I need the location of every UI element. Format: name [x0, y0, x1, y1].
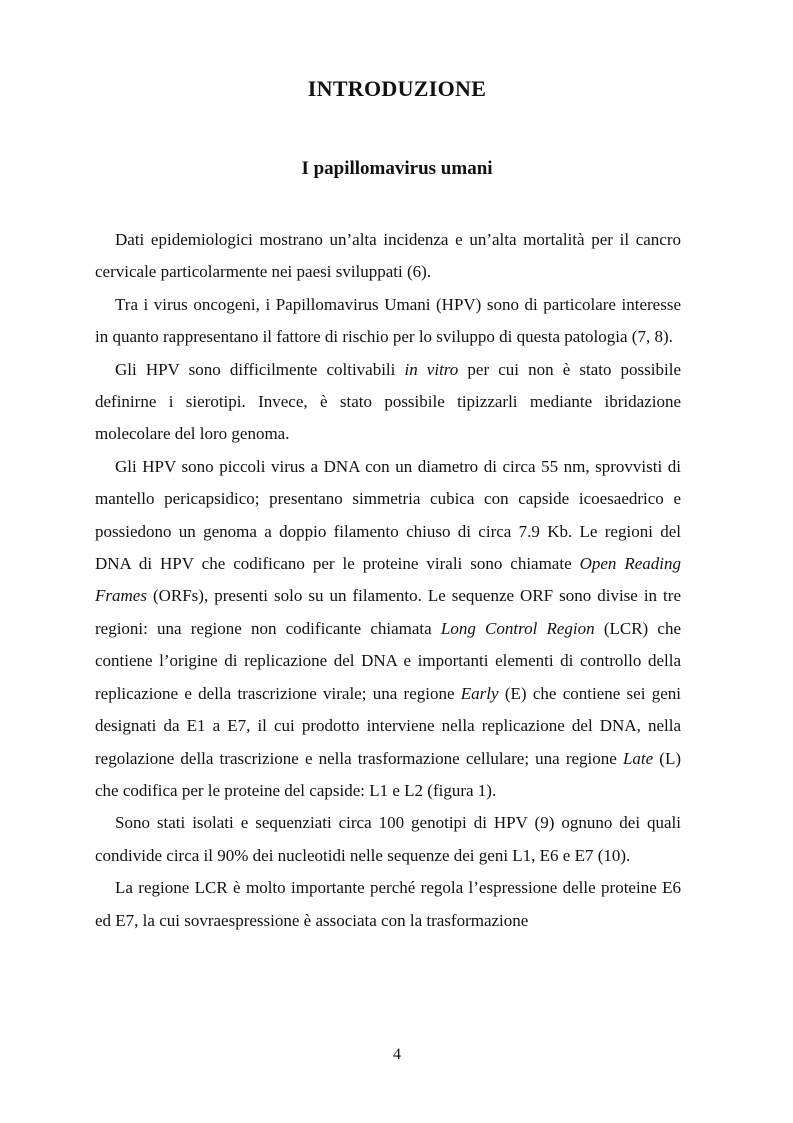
text-run: (E) che contiene sei geni designati da E1 a E7, il cui prodotto interviene nella replicazione del DNA, nella regolazione della trascrizione e nella trasformazione cellulare; una regione: [95, 683, 681, 768]
paragraph: [95, 224, 681, 289]
text-run: per cui non è stato possibile definirne i sierotipi. Invece, è stato possibile tipizzarli mediante ibridazione molecolare del loro genoma.: [95, 359, 681, 444]
page-number: 4: [393, 1046, 401, 1063]
paragraph: [95, 354, 681, 451]
text-run: Sono stati isolati e sequenziati circa 100 genotipi di HPV (9) ognuno dei quali condivide circa il 90% dei nucleotidi nelle sequenze dei geni L1, E6 e E7 (10).: [95, 813, 681, 865]
italic-term: in vitro: [404, 359, 459, 379]
paragraph: [95, 872, 681, 937]
text-run: Dati epidemiologici mostrano un’alta incidenza e un’alta mortalità per il cancro cervicale particolarmente nei paesi sviluppati (6).: [95, 230, 681, 282]
text-run: Tra i virus oncogeni, i Papillomavirus Umani (HPV) sono di particolare interesse in quanto rappresentano il fattore di rischio per lo sviluppo di questa patologia (7, 8).: [95, 294, 681, 347]
italic-term: Long Control Region: [440, 618, 595, 638]
italic-term: Early: [460, 683, 499, 703]
italic-term: Open Reading Frames: [95, 554, 681, 606]
page-title: INTRODUZIONE: [307, 76, 487, 101]
text-run: La regione LCR è molto importante perché regola l’espressione delle proteine E6 ed E7, la cui sovraespressione è associata con la trasformazione: [95, 878, 681, 930]
text-run: Gli HPV sono piccoli virus a DNA con un diametro di circa 55 nm, sprovvisti di mantello pericapsidico; presentano simmetria cubica con capside icoesaedrico e possiedono un genoma a doppio filamento chiuso di circa 7.9 Kb. Le regioni del DNA di HPV che codificano per le proteine virali sono chiamate: [95, 456, 681, 574]
text-run: (ORFs), presenti solo su un filamento. Le sequenze ORF sono divise in tre regioni: una regione non codificante chiamata: [95, 586, 681, 638]
paragraph: [95, 807, 681, 872]
text-run: (LCR) che contiene l’origine di replicazione del DNA e importanti elementi di controllo della replicazione e della trascrizione virale; una regione: [95, 618, 681, 703]
paragraph: [95, 289, 681, 354]
body-text: [95, 224, 681, 937]
text-run: (L) che codifica per le proteine del capside: L1 e L2 (figura 1).: [95, 748, 681, 800]
italic-term: Late: [622, 748, 654, 768]
paragraph: [95, 451, 681, 807]
text-run: Gli HPV sono difficilmente coltivabili: [115, 359, 405, 379]
section-subtitle: I papillomavirus umani: [301, 158, 493, 179]
